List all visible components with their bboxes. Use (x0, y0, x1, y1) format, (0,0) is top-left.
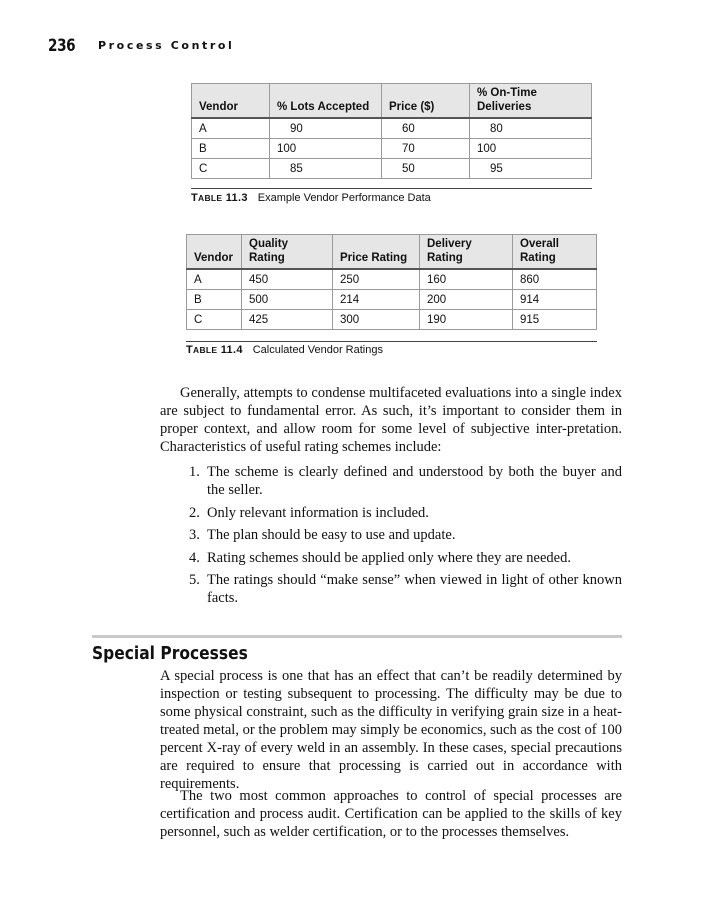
column-header (242, 235, 333, 270)
table-row (192, 139, 592, 159)
list-item-number: 2. (189, 504, 200, 521)
table-body (187, 269, 597, 330)
table-cell: 915 (513, 310, 597, 330)
list-item-text: Only relevant information is included. (207, 504, 429, 521)
intro-paragraph: Generally, attempts to condense multifaceted evaluations into a single index are subject to fundamental error. As such, it’s important to consider them in proper context, and allow room for some level of subjective inter-pretation. Characteristics of useful rating schemes include: (160, 385, 622, 455)
table-cell: 250 (333, 269, 420, 290)
table-cell: 450 (242, 269, 333, 290)
header-line: Quality (249, 238, 288, 250)
table-body (192, 118, 592, 179)
table-cell: 160 (420, 269, 513, 290)
table-cell: 914 (513, 290, 597, 310)
list-item-number: 5. (189, 572, 200, 588)
list-item-text: The scheme is clearly defined and understood by both the buyer and the seller. (207, 464, 622, 498)
column-header: Price Rating (333, 235, 420, 270)
column-header (420, 235, 513, 270)
header-line: Rating (249, 252, 285, 264)
column-header: Price ($) (382, 84, 470, 119)
table-cell: 80 (470, 118, 592, 139)
vendor-performance-table (191, 83, 592, 179)
table-row (192, 118, 592, 139)
header-line: Deliveries (477, 101, 532, 113)
list-item (160, 526, 622, 544)
list-item-number: 1. (189, 464, 200, 480)
caption-rule (191, 188, 592, 189)
section-divider (92, 635, 622, 638)
list-item (160, 571, 622, 607)
caption-label: TABLE 11.3 (191, 192, 248, 204)
list-item-number: 4. (189, 549, 200, 566)
caption-label: TABLE 11.4 (186, 344, 243, 356)
table-cell: C (192, 159, 270, 179)
table-cell: 190 (420, 310, 513, 330)
table-cell: 90 (270, 118, 382, 139)
page-number: 236 (48, 36, 76, 56)
table-cell: A (187, 269, 242, 290)
table-cell: C (187, 310, 242, 330)
list-item-text: The plan should be easy to use and update. (207, 527, 456, 543)
table-caption (191, 192, 431, 204)
header-line: Rating (427, 252, 463, 264)
column-header (513, 235, 597, 270)
list-item-number: 3. (189, 527, 200, 543)
table-cell: 860 (513, 269, 597, 290)
table-cell: 425 (242, 310, 333, 330)
table-cell: 200 (420, 290, 513, 310)
table-cell: 50 (382, 159, 470, 179)
list-item (160, 463, 622, 499)
table-cell: 100 (470, 139, 592, 159)
caption-text: Example Vendor Performance Data (257, 192, 431, 204)
table-cell: 100 (270, 139, 382, 159)
table-row (187, 290, 597, 310)
section-paragraph: A special process is one that has an effect that can’t be readily determined by inspection or testing subsequent to processing. The difficulty may be due to some physical constraint, such as the difficulty in verifying grain size in a heat-treated metal, or the problem may simply be economics, such as the cost of 100 percent X-ray of every weld in an assembly. In these cases, special precautions are required to ensure that processing is carried out in accordance with requirements. (160, 668, 622, 792)
header-line: Overall (520, 238, 559, 250)
table-cell: B (187, 290, 242, 310)
running-head: Process Control (98, 39, 235, 52)
list-item (160, 549, 622, 567)
table-cell: A (192, 118, 270, 139)
column-header: Vendor (192, 84, 270, 119)
column-header (470, 84, 592, 119)
table-header (187, 235, 597, 270)
table-cell: B (192, 139, 270, 159)
rating-scheme-list (160, 463, 622, 612)
table-row (187, 269, 597, 290)
table-header (192, 84, 592, 119)
table-caption (186, 344, 383, 356)
section-paragraph: The two most common approaches to control of special processes are certification and process audit. Certification can be applied to the skills of key personnel, such as welder certification, or to the processes themselves. (160, 788, 622, 840)
header-line: % On-Time (477, 87, 537, 99)
list-item-text: Rating schemes should be applied only where they are needed. (207, 549, 571, 566)
caption-rule (186, 341, 597, 342)
table-cell: 300 (333, 310, 420, 330)
table-cell: 500 (242, 290, 333, 310)
column-header: Vendor (187, 235, 242, 270)
list-item-text: The ratings should “make sense” when viewed in light of other known facts. (207, 572, 622, 606)
table-cell: 60 (382, 118, 470, 139)
list-item (160, 504, 622, 522)
caption-text: Calculated Vendor Ratings (252, 344, 383, 356)
header-line: Delivery (427, 238, 472, 250)
header-line: Rating (520, 252, 556, 264)
table-row (187, 310, 597, 330)
section-title: Special Processes (92, 643, 248, 664)
table-cell: 214 (333, 290, 420, 310)
table-row (192, 159, 592, 179)
vendor-ratings-table (186, 234, 597, 330)
column-header: % Lots Accepted (270, 84, 382, 119)
table-cell: 70 (382, 139, 470, 159)
table-cell: 95 (470, 159, 592, 179)
table-cell: 85 (270, 159, 382, 179)
